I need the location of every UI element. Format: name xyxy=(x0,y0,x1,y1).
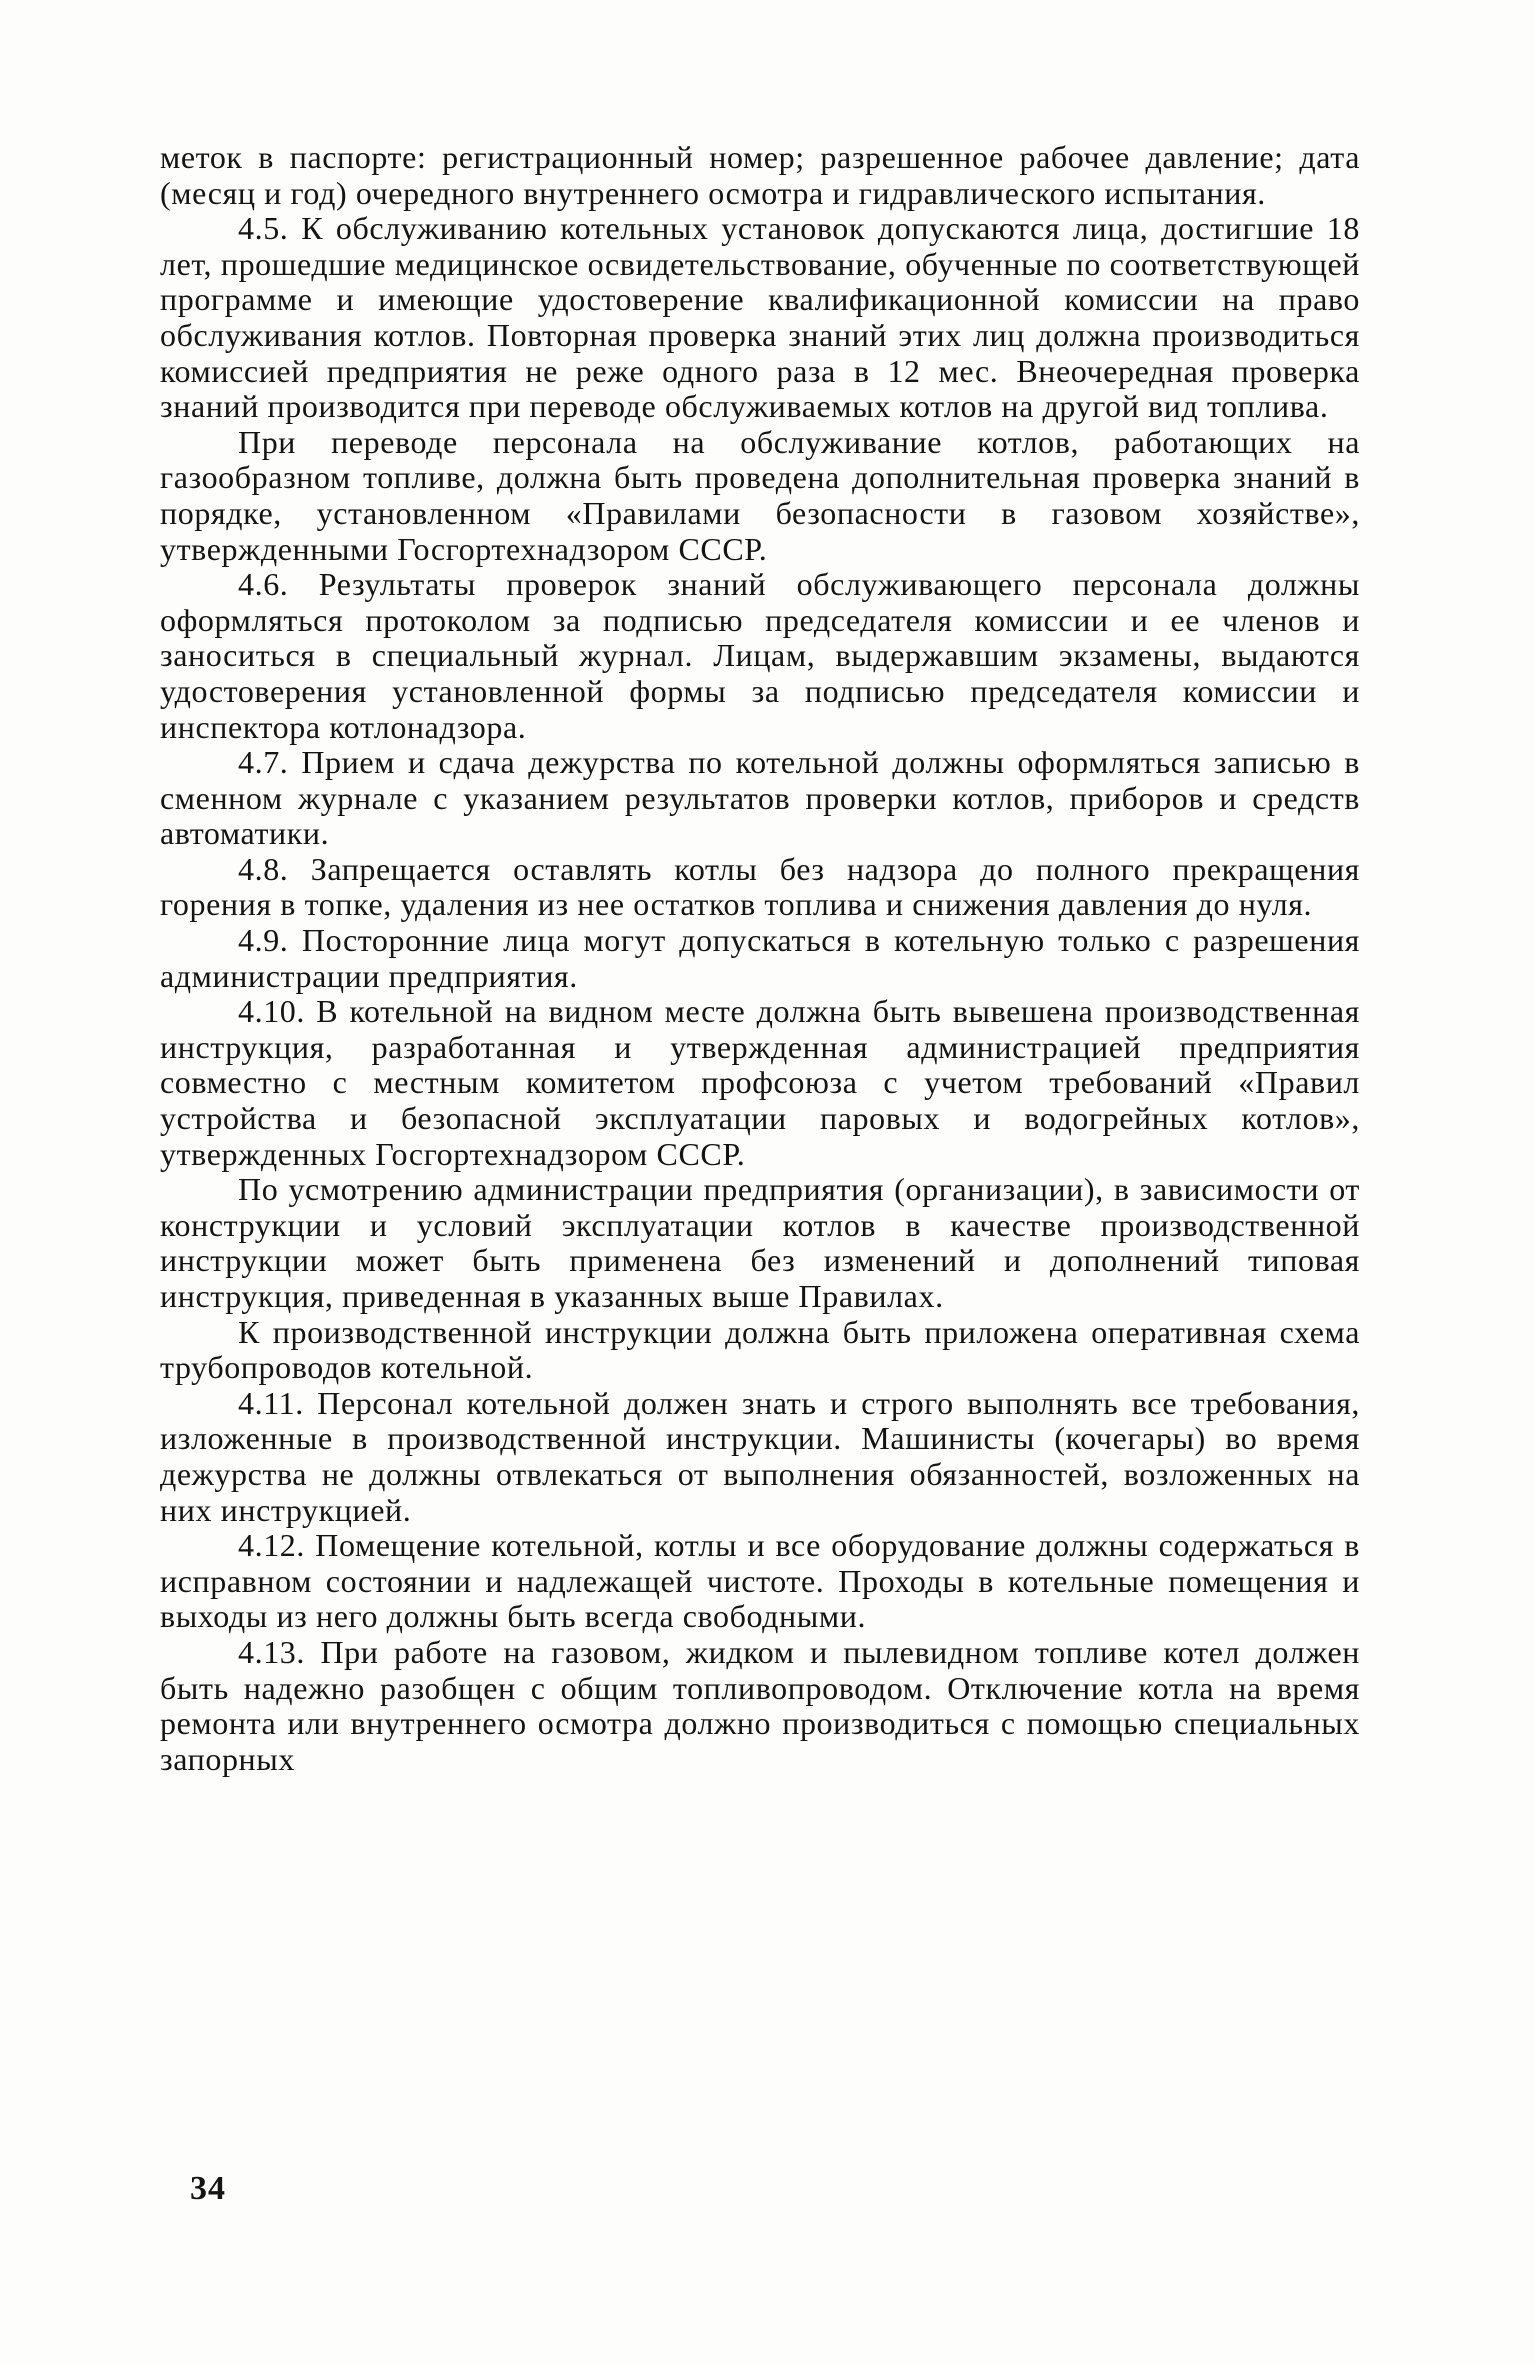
paragraph-4-12: 4.12. Помещение котельной, котлы и все оборудование должны содержаться в исправном состоянии и надлежащей чистоте. Проходы в котельные помещения и выходы из него должны быть всегда свободными. xyxy=(160,1527,1360,1635)
paragraph-4-5-gas: При переводе персонала на обслуживание котлов, работающих на газообразном топливе, должна быть проведена дополнительная проверка знаний в порядке, установленном «Правилами безопасности в газовом хозяйстве», утвержденными Госгортехнадзором СССР. xyxy=(160,423,1360,567)
paragraph-4-7: 4.7. Прием и сдача дежурства по котельной должны оформляться записью в сменном журнале с указанием результатов проверки котлов, приборов и средств автоматики. xyxy=(160,744,1360,852)
paragraph-4-11: 4.11. Персонал котельной должен знать и строго выполнять все требования, изложенные в производственной инструкции. Машинисты (кочегары) во время дежурства не должны отвлекаться от выполнения обязанностей, возложенных на них инструкцией. xyxy=(160,1384,1360,1528)
page-number: 34 xyxy=(190,2170,226,2207)
paragraph-4-10: 4.10. В котельной на видном месте должна быть вывешена производственная инструкция, разработанная и утвержденная администрацией предприятия совместно с местным комитетом профсоюза с учетом требований «Правил устройства и безопасной эксплуатации паровых и водогрейных котлов», утвержденных Госгортехнадзором СССР. xyxy=(160,993,1360,1172)
paragraph-4-8: 4.8. Запрещается оставлять котлы без надзора до полного прекращения горения в топке, удаления из нее остатков топлива и снижения давления до нуля. xyxy=(160,850,1360,923)
paragraph-4-9: 4.9. Посторонние лица могут допускаться в котельную только с разрешения администрации предприятия. xyxy=(160,922,1360,994)
body-text xyxy=(160,140,1360,1777)
paragraph-4-13: 4.13. При работе на газовом, жидком и пылевидном топливе котел должен быть надежно разобщен с общим топливопроводом. Отключение котла на время ремонта или внутреннего осмотра должно производиться с помощью специальных запорных xyxy=(160,1633,1360,1777)
paragraph-4-10-standard: По усмотрению администрации предприятия (организации), в зависимости от конструкции и условий эксплуатации котлов в качестве производственной инструкции может быть применена без изменений и дополнений типовая инструкция, приведенная в указанных выше Правилах. xyxy=(160,1171,1360,1314)
paragraph-continuation: меток в паспорте: регистрационный номер; разрешенное рабочее давление; дата (месяц и год) очередного внутреннего осмотра и гидравлического испытания. xyxy=(160,139,1360,211)
paragraph-4-5: 4.5. К обслуживанию котельных установок допускаются лица, достигшие 18 лет, прошедшие медицинское освидетельствование, обученные по соответствующей программе и имеющие удостоверение квалификационной комиссии на право обслуживания котлов. Повторная проверка знаний этих лиц должна производиться комиссией предприятия не реже одного раза в 12 мес. Внеочередная проверка знаний производится при переводе обслуживаемых котлов на другой вид топлива. xyxy=(160,210,1360,425)
paragraph-4-6: 4.6. Результаты проверок знаний обслуживающего персонала должны оформляться протоколом за подписью председателя комиссии и ее членов и заноситься в специальный журнал. Лицам, выдержавшим экзамены, выдаются удостоверения установленной формы за подписью председателя комиссии и инспектора котлонадзора. xyxy=(160,566,1360,745)
paragraph-4-10-schema: К производственной инструкции должна быть приложена оперативная схема трубопроводов котельной. xyxy=(160,1313,1360,1386)
